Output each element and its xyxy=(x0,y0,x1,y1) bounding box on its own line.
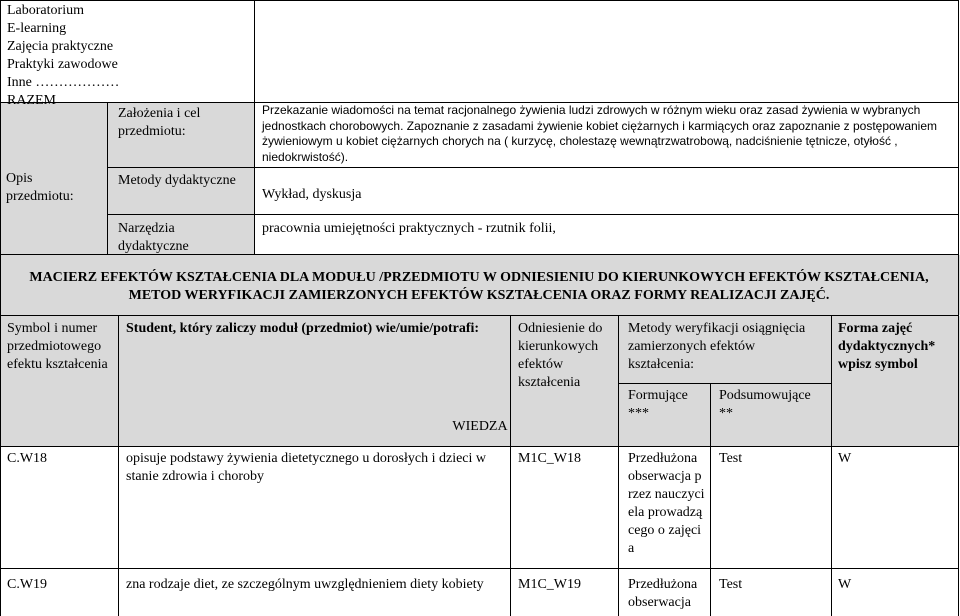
section-wiedza: WIEDZA xyxy=(452,419,508,434)
form-type-razem: RAZEM xyxy=(7,93,56,108)
zalozenia-label: Założenia i cel przedmiotu: xyxy=(118,106,201,139)
opis-label: Opis przedmiotu: xyxy=(6,171,74,204)
border-right xyxy=(958,0,959,616)
macierz-title: MACIERZ EFEKTÓW KSZTAŁCENIA DLA MODUŁU /PRZEDMIOTU W ODNIESIENIU DO KIERUNKOWYCH EFEKTÓW KSZTAŁCENIA, METOD WERYFIKACJI ZAMIERZONYCH EFEKTÓW KSZTAŁCENIA ORAZ FORMY REALIZACJI ZAJĘĆ. xyxy=(29,270,929,303)
hline-383 xyxy=(618,383,831,384)
row-odniesienie: M1C_W18 xyxy=(518,451,581,466)
vline-831 xyxy=(831,315,832,616)
form-type-zajecia: Zajęcia praktyczne xyxy=(7,39,114,54)
form-type-lab: Laboratorium xyxy=(7,3,84,18)
row-podsumowujace: Test xyxy=(719,451,743,466)
metody-text: Wykład, dyskusja xyxy=(262,187,362,202)
col-odniesienie: Odniesienie do kierunkowych efektów kształcenia xyxy=(518,321,603,390)
zalozenia-text: Przekazanie wiadomości na temat racjonalnego żywienia ludzi zdrowych w różnym wieku oraz zasad żywienia w wybranych jednostkach chorobowych. Zapoznanie z zasadami żywienie kobiet ciężarnych i karmiących oraz zapoznanie z postępowaniem żywieniowym u kobiet ciężarnych chorych na ( kurzycę, cholestazę wewnątrzwatrobową, nadciśnienie tętnicze, otyłość , niedokrwistość). xyxy=(262,103,938,164)
vline-118 xyxy=(118,315,119,616)
row-forma: W xyxy=(838,451,852,466)
hline-167 xyxy=(107,167,959,168)
hline-214 xyxy=(107,214,959,215)
row-opis: opisuje podstawy żywienia dietetycznego u dorosłych i dzieci w stanie zdrowia i choroby xyxy=(126,451,487,484)
hline-568 xyxy=(0,568,959,569)
form-type-elearning: E-learning xyxy=(7,21,67,36)
row-podsumowujace: Test xyxy=(719,577,743,592)
narzedzia-label: Narzędzia dydaktyczne xyxy=(118,221,189,254)
row-formujace: Przedłużona obserwacja xyxy=(628,577,698,610)
vline-710 xyxy=(710,383,711,616)
narzedzia-text: pracownia umiejętności praktycznych - rzutnik folii, xyxy=(262,221,556,236)
border-left xyxy=(0,0,1,616)
vline-618 xyxy=(618,315,619,616)
row-symbol: C.W19 xyxy=(7,577,48,592)
row-opis: zna rodzaje diet, ze szczególnym uwzględnieniem diety kobiety xyxy=(126,577,484,592)
vline-107 xyxy=(107,102,108,254)
col-metody: Metody weryfikacji osiągnięcia zamierzonych efektów kształcenia: xyxy=(628,321,806,372)
col-podsumowujace: Podsumowujące ** xyxy=(719,388,811,421)
form-type-inne: Inne ……………… xyxy=(7,75,120,90)
vline-254b xyxy=(254,102,255,254)
divider-header xyxy=(254,0,255,102)
col-forma: Forma zajęć dydaktycznych* wpisz symbol xyxy=(838,321,936,372)
row-symbol: C.W18 xyxy=(7,451,48,466)
vline-510 xyxy=(510,315,511,616)
border-top xyxy=(0,0,959,1)
col-symbol: Symbol i numer przedmiotowego efektu kształcenia xyxy=(7,321,108,372)
col-formujace: Formujące *** xyxy=(628,388,688,421)
row-formujace: Przedłużona obserwacja przez nauczyciela prowadzącego o zajęcia xyxy=(628,451,705,556)
metody-label: Metody dydaktyczne xyxy=(118,173,236,188)
row-forma: W xyxy=(838,577,852,592)
form-type-praktyki: Praktyki zawodowe xyxy=(7,57,118,72)
hline-446 xyxy=(0,446,959,447)
form-type-list xyxy=(7,2,247,110)
col-student: Student, który zaliczy moduł (przedmiot) wie/umie/potrafi: xyxy=(126,321,480,336)
hline-315 xyxy=(0,315,959,316)
row-odniesienie: M1C_W19 xyxy=(518,577,581,592)
